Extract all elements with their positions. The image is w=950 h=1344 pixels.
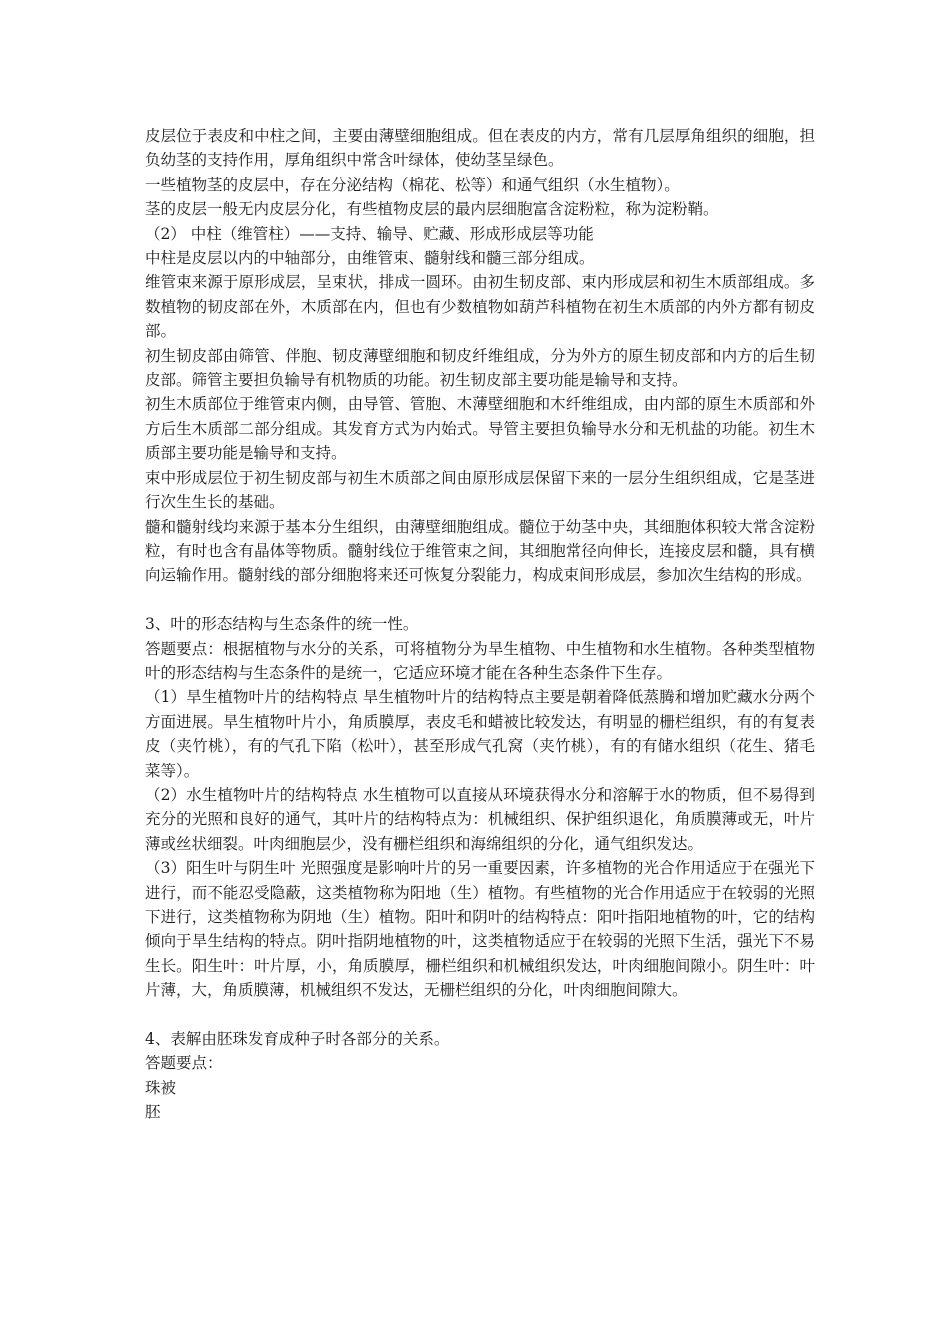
spacer <box>145 1003 815 1027</box>
paragraph-cortex: 皮层位于表皮和中柱之间，主要由薄壁细胞组成。但在表皮的内方，常有几层厚角组织的细胞，担负幼茎的支持作用，厚角组织中常含叶绿体，使幼茎呈绿色。 <box>145 127 815 170</box>
paragraph-starch-sheath: 茎的皮层一般无内皮层分化，有些植物皮层的最内层细胞富含淀粉粒，称为淀粉鞘。 <box>145 200 719 219</box>
question-4-answer-label: 答题要点： <box>145 1054 223 1073</box>
paragraph-primary-xylem: 初生木质部位于维管束内侧，由导管、管胞、木薄壁细胞和木纤维组成，由内部的原生木质部和外方后生木质部二部分组成。其发育方式为内始式。导管主要担负输导水分和无机盐的功能。初生木质部主要功能是输导和支持。 <box>145 395 815 463</box>
paragraph-stele: 中柱是皮层以内的中轴部分，由维管束、髓射线和髓三部分组成。 <box>145 249 595 268</box>
paragraph-primary-phloem: 初生韧皮部由筛管、伴胞、韧皮薄壁细胞和韧皮纤维组成，分为外方的原生韧皮部和内方的后生韧皮部。筛管主要担负输导有机物质的功能。初生韧皮部主要功能是输导和支持。 <box>145 346 815 390</box>
paragraph-cambium: 束中形成层位于初生韧皮部与初生木质部之间由原形成层保留下来的一层分生组织组成，它是茎进行次生生长的基础。 <box>145 468 815 512</box>
paragraph-pith: 髓和髓射线均来源于基本分生组织，由薄壁细胞组成。髓位于幼茎中央，其细胞体积较大常含淀粉粒，有时也含有晶体等物质。髓射线位于维管束之间，其细胞常径向伸长，连接皮层和髓，具有横向运输作用。髓射线的部分细胞将来还可恢复分裂能力，构成束间形成层，参加次生结构的形成。 <box>145 517 815 585</box>
question-3-point-2: （2）水生植物叶片的结构特点 水生植物可以直接从环境获得水分和溶解于水的物质，但不易得到充分的光照和良好的通气，其叶片的结构特点为：机械组织、保护组织退化，角质膜薄或无，叶片薄或丝状细裂。叶肉细胞层少，没有栅栏组织和海绵组织的分化，通气组织发达。 <box>145 785 815 853</box>
question-4-item-integument: 珠被 <box>145 1078 177 1097</box>
paragraph-vascular-bundle: 维管束来源于原形成层，呈束状，排成一圆环。由初生韧皮部、束内形成层和初生木质部组成。多数植物的韧皮部在外，木质部在内，但也有少数植物如葫芦科植物在初生木质部的内外方都有韧皮部。 <box>145 273 815 341</box>
question-3-point-3: （3）阳生叶与阴生叶 光照强度是影响叶片的另一重要因素，许多植物的光合作用适应于在强光下进行，而不能忍受隐蔽，这类植物称为阳地（生）植物。有些植物的光合作用适应于在较弱的光照下进行，这类植物称为阴地（生）植物。阳叶和阴叶的结构特点：阳叶指阳地植物的叶，它的结构倾向于旱生结构的特点。阴叶指阴地植物的叶，这类植物适应于在较弱的光照下生活，强光下不易生长。阳生叶：叶片厚，小，角质膜厚，栅栏组织和机械组织发达，叶肉细胞间隙小。阴生叶：叶片薄，大，角质膜薄，机械组织不发达，无栅栏组织的分化，叶肉细胞间隙大。 <box>145 859 815 1000</box>
question-4-title: 4、表解由胚珠发育成种子时各部分的关系。 <box>145 1030 450 1048</box>
question-4-item-embryo: 胚 <box>145 1103 161 1122</box>
paragraph-stele-heading: （2） 中柱（维管柱）——支持、输导、贮藏、形成形成层等功能 <box>145 224 594 243</box>
question-3-point-1: （1）旱生植物叶片的结构特点 旱生植物叶片的结构特点主要是朝着降低蒸腾和增加贮藏水分两个方面进展。旱生植物叶片小，角质膜厚，表皮毛和蜡被比较发达，有明显的栅栏组织，有的有复表皮（夹竹桃），有的气孔下陷（松叶），甚至形成气孔窝（夹竹桃），有的有储水组织（花生、猪毛菜等）。 <box>145 688 815 780</box>
question-3-answer-intro: 答题要点：根据植物与水分的关系，可将植物分为旱生植物、中生植物和水生植物。各种类型植物叶的形态结构与生态条件的是统一，它适应环境才能在各种生态条件下生存。 <box>145 639 815 682</box>
question-3-title: 3、叶的形态结构与生态条件的统一性。 <box>145 615 419 634</box>
document-page <box>145 124 815 1125</box>
spacer <box>145 588 815 612</box>
paragraph-secretory: 一些植物茎的皮层中，存在分泌结构（棉花、松等）和通气组织（水生植物）。 <box>145 175 680 194</box>
